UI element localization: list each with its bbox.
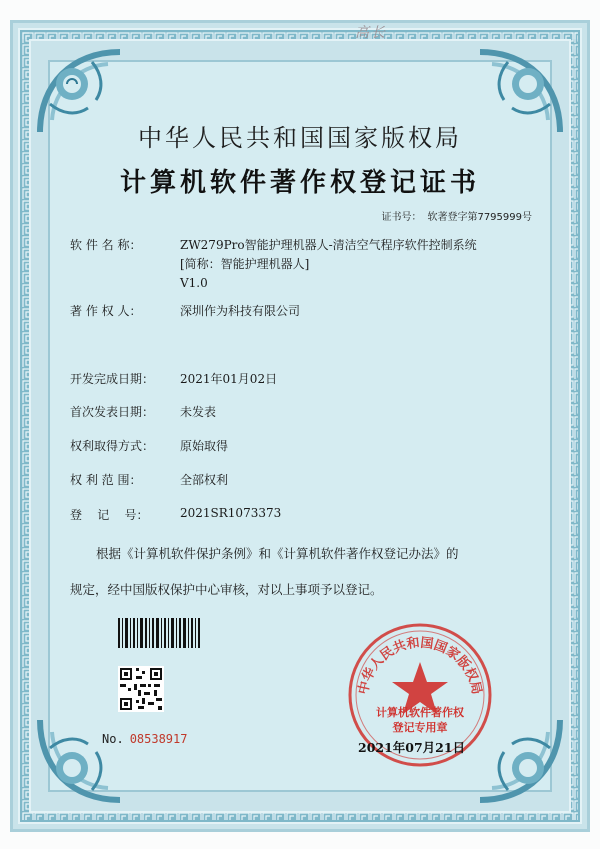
certificate-number-label: 证书号： [381, 212, 422, 223]
reg-no-label: 登 记 号： [70, 508, 149, 522]
acquire-value: 原始取得 [180, 439, 229, 453]
issuing-authority: 中华人民共和国国家版权局 [138, 124, 462, 152]
reg-no-value: 2021SR1073373 [180, 506, 282, 520]
owner-label: 著 作 权 人： [70, 304, 142, 318]
field-publish-date [70, 403, 217, 420]
seal-line-2: 登记专用章 [392, 721, 448, 734]
owner-value: 深圳作为科技有限公司 [180, 304, 301, 318]
field-dev-date [70, 370, 278, 387]
certificate-number [381, 208, 532, 223]
qr-code [118, 666, 164, 712]
seal-line-1: 计算机软件著作权 [376, 706, 464, 719]
software-name-value [180, 236, 477, 293]
field-acquire-method [70, 437, 229, 454]
publish-date-value: 未发表 [180, 405, 217, 419]
scope-label: 权 利 范 围： [70, 473, 142, 487]
field-registration-number [70, 506, 282, 523]
field-software-name [70, 236, 477, 290]
field-owner [70, 302, 301, 319]
statement-line: 规定，经中国版权保护中心审核，对以上事项予以登记。 [70, 582, 383, 597]
corner-scroll-ornament [32, 712, 128, 808]
acquire-label: 权利取得方式： [70, 439, 155, 453]
software-name-line: ZW279Pro智能护理机器人-清洁空气程序软件控制系统 [180, 238, 477, 252]
dev-date-value: 2021年01月02日 [180, 372, 278, 386]
serial-prefix: No. [102, 732, 124, 746]
handwritten-note: 高长 [355, 25, 387, 41]
publish-date-label: 首次发表日期： [70, 405, 155, 419]
software-name-label: 软 件 名 称： [70, 238, 142, 252]
field-rights-scope [70, 471, 229, 488]
registration-statement [70, 536, 540, 608]
certificate-title: 计算机软件著作权登记证书 [119, 168, 480, 198]
seal-outer-text-path: 中华人民共和国国家版权局 [356, 635, 484, 696]
certificate-number-value: 软著登字第7795999号 [427, 212, 532, 223]
statement-line: 根据《计算机软件保护条例》和《计算机软件著作权登记办法》的 [96, 546, 459, 561]
software-version: V1.0 [180, 276, 208, 290]
barcode [118, 618, 200, 648]
scope-value: 全部权利 [180, 473, 229, 487]
serial-number [102, 732, 187, 746]
serial-value: 08538917 [129, 732, 188, 746]
software-short-name: [简称：智能护理机器人] [180, 257, 310, 271]
dev-date-label: 开发完成日期： [70, 372, 155, 386]
issue-date: 2021年07月21日 [358, 740, 466, 755]
